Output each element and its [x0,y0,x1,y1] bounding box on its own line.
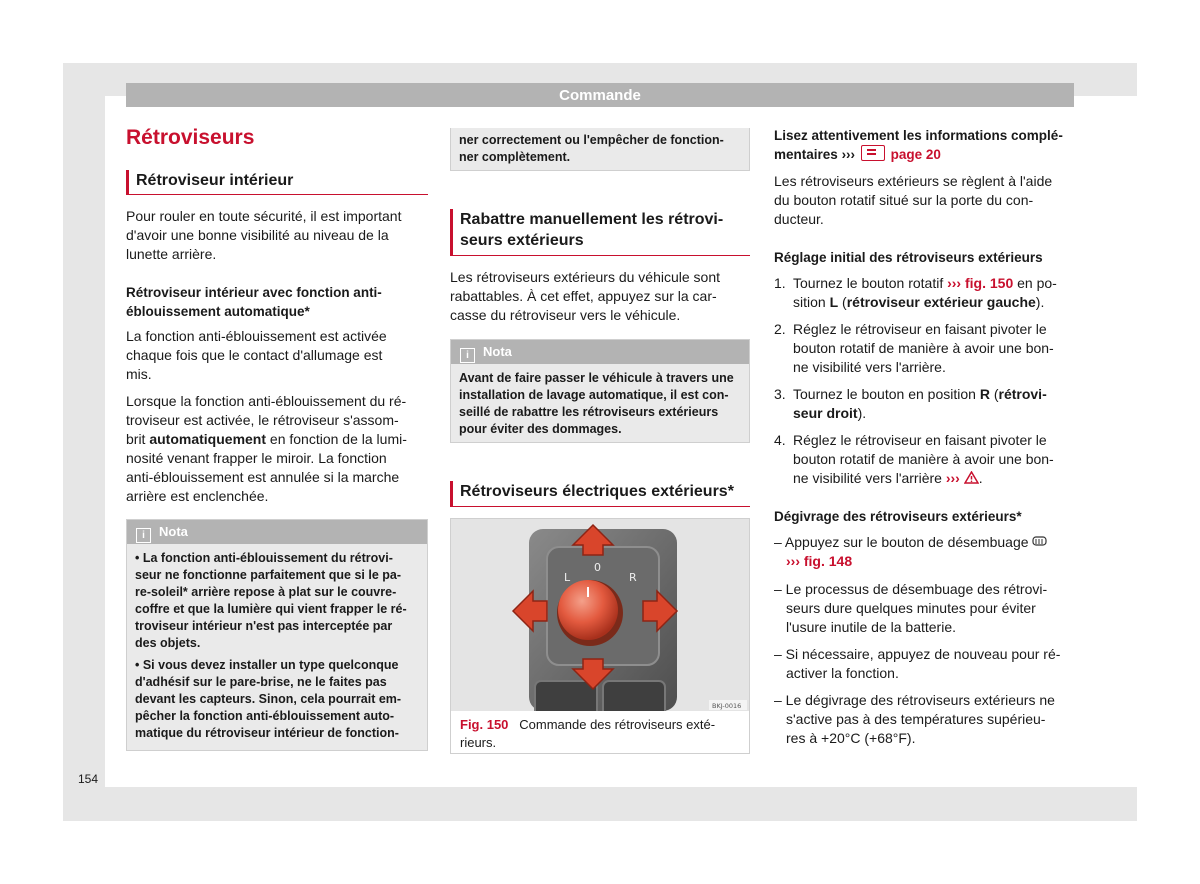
paragraph-antiglare-behavior: Lorsque la fonction anti-éblouissement du ré- troviseur est activée, le rétroviseur s'assom- brit automatiquement en fonction de la lumi- nosité venant frapper le miroir. La fonction anti-éblouissement est annulée si la marche arrière est enclenchée. [126,393,407,504]
note-header: i Nota [127,520,427,544]
page-title: Rétroviseurs [126,126,255,149]
figure-caption: Fig. 150 Commande des rétroviseurs exté- rieurs. [460,717,716,750]
warning-icon [964,471,979,484]
chapter-header: Commande [126,83,1074,107]
position-label-l: L [564,571,571,584]
page-number: 154 [78,772,99,786]
note-box-carwash: i Nota Avant de faire passer le véhicule à travers une installation de lavage automatique, il est con- seillé de rabattre les rétroviseurs extérieurs pour éviter des dommages. [450,339,750,443]
intro-paragraph: Pour rouler en toute sécurité, il est important d'avoir une bonne visibilité au niveau de la lunette arrière. [126,208,402,262]
dash-item-2: – Le processus de désembuage des rétrovi- seurs dure quelques minutes pour éviter l'usure inutile de la batterie. [774,581,1048,635]
note-box-continuation: ner correctement ou l'empêcher de fonction- ner complètement. [450,128,750,171]
figure-reference-link[interactable]: ››› fig. 148 [786,553,853,569]
paragraph-exterior-adjust: Les rétroviseurs extérieurs se règlent à l'aide du bouton rotatif situé sur la porte du con- ducteur. [774,173,1053,227]
step-4: Réglez le rétroviseur en faisant pivoter le bouton rotatif de manière à avoir une bon- ne visibilité vers l'arrière ››› . [793,432,1054,486]
dash-item-3: – Si nécessaire, appuyez de nouveau pour ré- activer la fonction. [774,646,1061,681]
step-number: 1. [774,275,786,291]
paragraph-antiglare-activation: La fonction anti-éblouissement est activée chaque fois que le contact d'allumage est mis. [126,328,387,382]
step-number: 4. [774,432,786,448]
note-box-interior [126,519,428,751]
section-title-electric-mirrors: Rétroviseurs électriques extérieurs* [450,481,750,507]
info-icon: i [460,348,475,363]
step-3: Tournez le bouton en position R (rétrovi- seur droit). [793,386,1047,421]
figure-code: BKJ-0016 [712,702,742,710]
figure-150 [450,518,750,754]
step-number: 2. [774,321,786,337]
section-title-manual-fold: Rabattre manuellement les rétrovi- seurs extérieurs [450,209,750,256]
section-title-interior-mirror: Rétroviseur intérieur [126,170,428,195]
step-number: 3. [774,386,786,402]
subhead-antiglare: Rétroviseur intérieur avec fonction anti- éblouissement automatique* [126,285,382,319]
position-label-0: 0 [594,561,601,574]
book-reference-icon [861,145,885,161]
page-reference-link[interactable]: page 20 [890,147,941,162]
position-label-r: R [629,571,637,584]
note-header: i Nota [451,340,749,364]
paragraph-fold: Les rétroviseurs extérieurs du véhicule sont rabattables. À cet effet, appuyez sur la car- casse du rétroviseur vers le véhicule. [450,269,721,323]
step-2: Réglez le rétroviseur en faisant pivoter le bouton rotatif de manière à avoir une bon- ne visibilité vers l'arrière. [793,321,1054,375]
mirror-control-illustration [451,519,749,711]
mirror-knob-icon [451,519,749,711]
figure-reference-link[interactable]: ››› fig. 150 [947,275,1014,291]
read-more-notice: Lisez attentivement les informations complé- mentaires ››› page 20 [774,128,1063,162]
dash-item-4: – Le dégivrage des rétroviseurs extérieurs ne s'active pas à des températures supérieu- res à +20°C (+68°F). [774,692,1055,746]
note-body: • La fonction anti-éblouissement du rétrovi- seur ne fonctionne parfaitement que si le pa- re-soleil* arrière repose à plat sur le couvre- coffre et que la lumière qui vient frapper le ré- troviseur intérieur n'est pas interceptée par des objets. • Si vous devez installer un type quelconque d'adhésif sur le pare-brise, ne le faites pas devant les capteurs. Sinon, cela pourrait em- pêcher la fonction anti-éblouissement auto- matique du rétroviseur intérieur de fonction- [135,551,407,740]
subhead-initial-adjust: Réglage initial des rétroviseurs extérieurs [774,250,1043,265]
mirror-defrost-icon [1032,536,1047,548]
dash-item-1: – Appuyez sur le bouton de désembuage ››› fig. 148 [774,533,1074,571]
info-icon: i [136,528,151,543]
subhead-defrost: Dégivrage des rétroviseurs extérieurs* [774,509,1022,524]
step-1: Tournez le bouton rotatif ››› fig. 150 en po- sition L (rétroviseur extérieur gauche). [793,275,1057,310]
